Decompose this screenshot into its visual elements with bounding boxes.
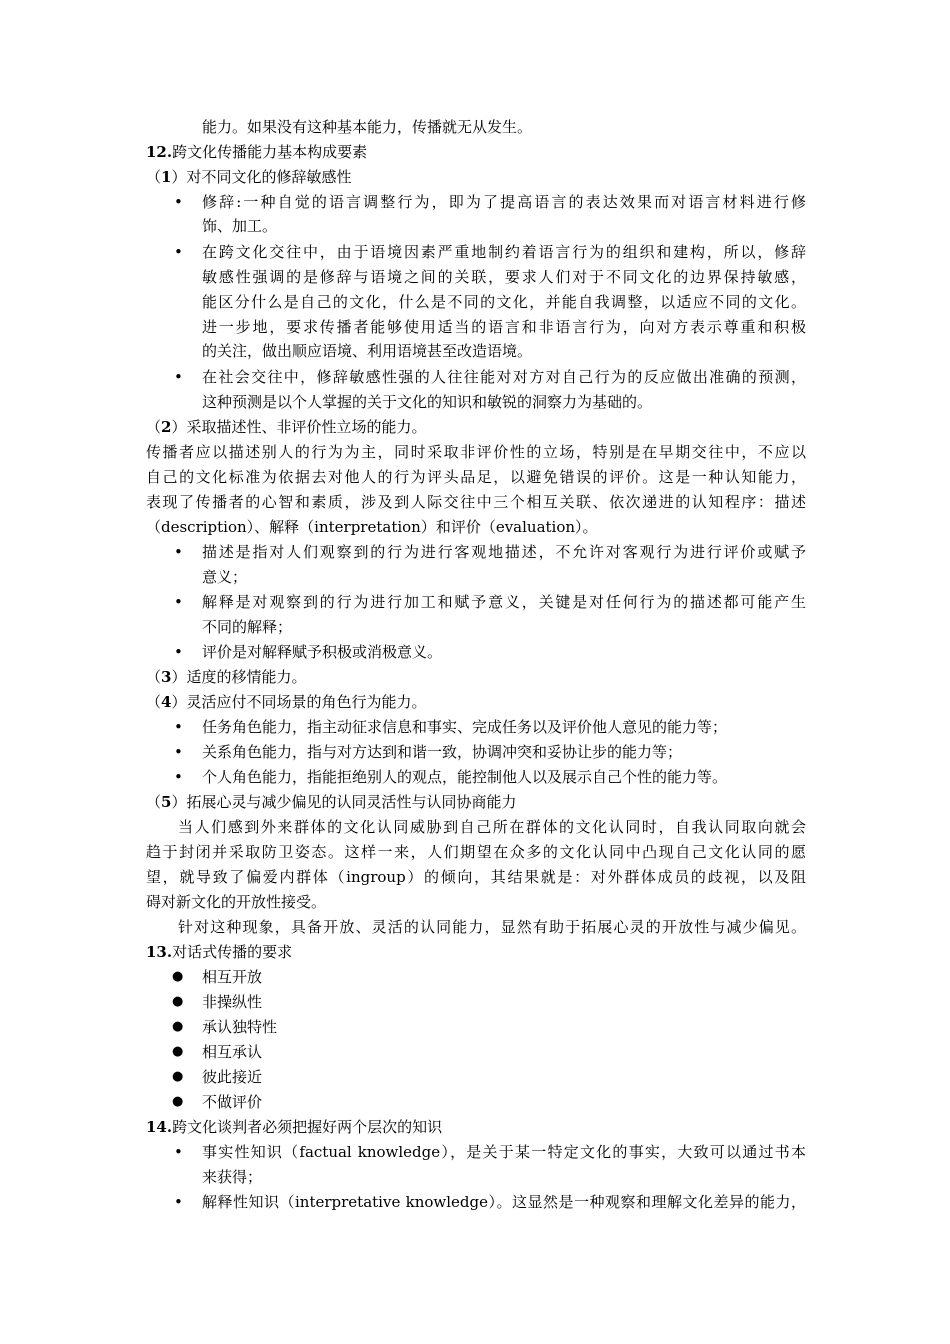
subheading-4: （4）灵活应付不同场景的角色行为能力。 xyxy=(146,693,427,711)
dot-bullet-icon: ● xyxy=(172,1019,184,1034)
text-line: 个人角色能力，指能拒绝别人的观点，能控制他人以及展示自己个性的能力等。 xyxy=(202,768,728,786)
dot-bullet-icon: ● xyxy=(172,969,184,984)
dot-bullet-icon: ● xyxy=(172,994,184,1009)
text-line: 解释是对观察到的行为进行加工和赋予意义，关键是对任何行为的描述都可能产生 xyxy=(202,593,806,611)
bullet-icon: • xyxy=(174,718,183,736)
list-item: 不做评价 xyxy=(202,1093,263,1111)
text-line: 表现了传播者的心智和素质，涉及到人际交往中三个相互关联、依次递进的认知程序：描述 xyxy=(146,493,806,511)
bullet-icon: • xyxy=(174,368,183,386)
text-line: （description）、解释（interpretation）和评价（evaluation）。 xyxy=(146,518,598,536)
text-line: 进一步地，要求传播者能够使用适当的语言和非语言行为，向对方表示尊重和积极 xyxy=(202,318,806,336)
text-line: 任务角色能力，指主动征求信息和事实、完成任务以及评价他人意见的能力等； xyxy=(202,718,728,736)
text-line: 碍对新文化的开放性接受。 xyxy=(146,893,327,911)
text-line: 关系角色能力，指与对方达到和谐一致，协调冲突和妥协让步的能力等； xyxy=(202,743,683,761)
dot-bullet-icon: ● xyxy=(172,1069,184,1084)
text-line: 解释性知识（interpretative knowledge）。这显然是一种观察和理解文化差异的能力， xyxy=(202,1193,806,1211)
text-line: 不同的解释； xyxy=(202,618,293,636)
text-line: 评价是对解释赋予积极或消极意义。 xyxy=(202,643,443,661)
subheading-1: （1）对不同文化的修辞敏感性 xyxy=(146,168,352,186)
text-line: 事实性知识（factual knowledge），是关于某一特定文化的事实，大致可以通过书本 xyxy=(202,1143,806,1161)
text-line: 敏感性强调的是修辞与语境之间的关联，要求人们对于不同文化的边界保持敏感， xyxy=(202,268,806,286)
list-item: 承认独特性 xyxy=(202,1018,278,1036)
text-line: 来获得； xyxy=(202,1168,263,1186)
dot-bullet-icon: ● xyxy=(172,1094,184,1109)
text-line: 意义； xyxy=(202,568,248,586)
text-line: 当人们感到外来群体的文化认同威胁到自己所在群体的文化认同时，自我认同取向就会 xyxy=(178,818,806,836)
section-heading-12: 12.跨文化传播能力基本构成要素 xyxy=(146,143,368,161)
list-item: 非操纵性 xyxy=(202,993,263,1011)
bullet-icon: • xyxy=(174,193,183,211)
text-line: 能区分什么是自己的文化，什么是不同的文化，并能自我调整，以适应不同的文化。 xyxy=(202,293,806,311)
section-heading-13: 13.对话式传播的要求 xyxy=(146,943,293,961)
list-item: 相互开放 xyxy=(202,968,263,986)
text-line: 望，就导致了偏爱内群体（ingroup）的倾向，其结果就是：对外群体成员的歧视，以及阻 xyxy=(146,868,806,886)
text-line: 修辞:一种自觉的语言调整行为，即为了提高语言的表达效果而对语言材料进行修 xyxy=(202,193,806,211)
text-line: 自己的文化标准为依据去对他人的行为评头品足，以避免错误的评价。这是一种认知能力， xyxy=(146,468,806,486)
bullet-icon: • xyxy=(174,1193,183,1211)
bullet-icon: • xyxy=(174,1143,183,1161)
subheading-3: （3）适度的移情能力。 xyxy=(146,668,307,686)
section-heading-14: 14.跨文化谈判者必须把握好两个层次的知识 xyxy=(146,1118,443,1136)
text-line: 的关注，做出顺应语境、利用语境甚至改造语境。 xyxy=(202,342,533,360)
subheading-5: （5）拓展心灵与减少偏见的认同灵活性与认同协商能力 xyxy=(146,793,517,811)
text-line: 这种预测是以个人掌握的关于文化的知识和敏锐的洞察力为基础的。 xyxy=(202,393,653,411)
bullet-icon: • xyxy=(174,743,183,761)
bullet-icon: • xyxy=(174,768,183,786)
list-item: 彼此接近 xyxy=(202,1068,263,1086)
text-line: 在跨文化交往中，由于语境因素严重地制约着语言行为的组织和建构，所以，修辞 xyxy=(202,243,806,261)
dot-bullet-icon: ● xyxy=(172,1044,184,1059)
text-line: 能力。如果没有这种基本能力，传播就无从发生。 xyxy=(202,118,533,136)
list-item: 相互承认 xyxy=(202,1043,263,1061)
text-line: 针对这种现象，具备开放、灵活的认同能力，显然有助于拓展心灵的开放性与减少偏见。 xyxy=(178,918,806,936)
bullet-icon: • xyxy=(174,243,183,261)
subheading-2: （2）采取描述性、非评价性立场的能力。 xyxy=(146,418,427,436)
bullet-icon: • xyxy=(174,643,183,661)
text-line: 饰、加工。 xyxy=(202,217,278,235)
text-line: 趋于封闭并采取防卫姿态。这样一来，人们期望在众多的文化认同中凸现自己文化认同的愿 xyxy=(146,843,806,861)
bullet-icon: • xyxy=(174,543,183,561)
text-line: 描述是指对人们观察到的行为进行客观地描述，不允许对客观行为进行评价或赋予 xyxy=(202,543,806,561)
text-line: 在社会交往中，修辞敏感性强的人往往能对对方对自己行为的反应做出准确的预测， xyxy=(202,368,806,386)
text-line: 传播者应以描述别人的行为为主，同时采取非评价性的立场，特别是在早期交往中，不应以 xyxy=(146,443,806,461)
bullet-icon: • xyxy=(174,593,183,611)
